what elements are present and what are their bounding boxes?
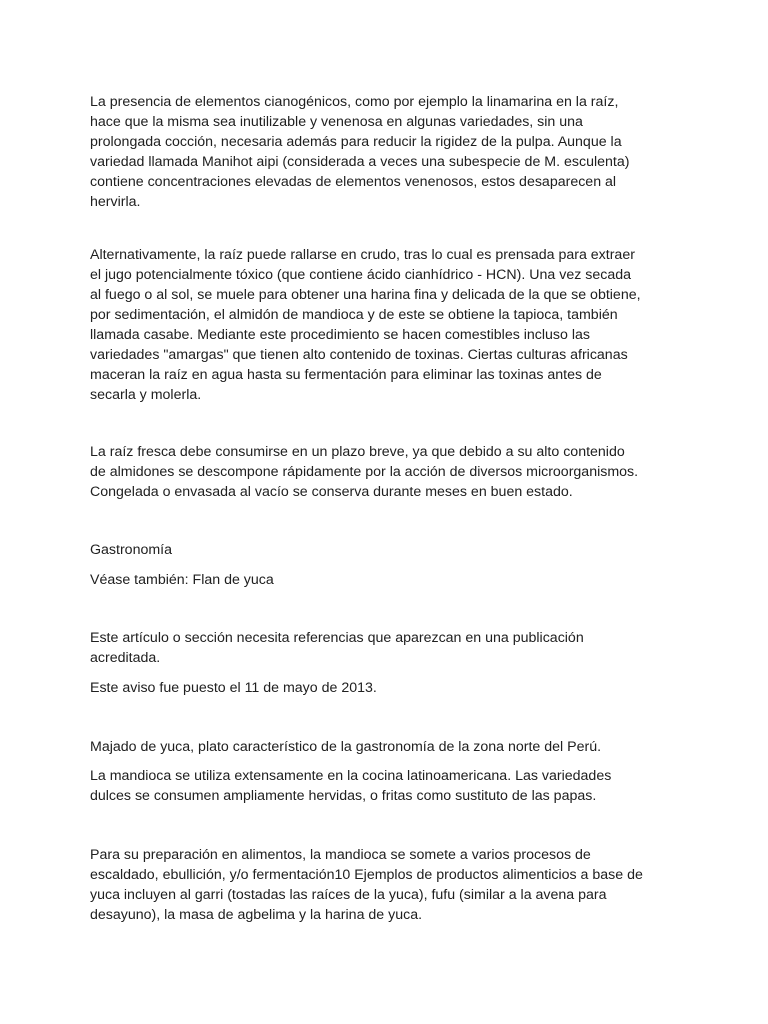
text-line: Congelada o envasada al vacío se conserva durante meses en buen estado. [90, 484, 573, 500]
text-line: Este aviso fue puesto el 11 de mayo de 2013. [90, 680, 377, 696]
image-caption-majado [90, 737, 690, 757]
text-line: Majado de yuca, plato característico de la gastronomía de la zona norte del Perú. [90, 739, 602, 755]
text-line: maceran la raíz en agua hasta su fermentación para eliminar las toxinas antes de [90, 367, 602, 383]
paragraph-fresh-root [90, 442, 690, 502]
text-line: variedades "amargas" que tienen alto contenido de toxinas. Ciertas culturas africanas [90, 347, 628, 363]
text-line: contiene concentraciones elevadas de elementos venenosos, estos desaparecen al [90, 174, 617, 190]
text-line: Alternativamente, la raíz puede rallarse en crudo, tras lo cual es prensada para extraer [90, 247, 635, 263]
text-line: prolongada cocción, necesaria además para reducir la rigidez de la pulpa. Aunque la [90, 134, 622, 150]
text-line: de almidones se descompone rápidamente por la acción de diversos microorganismos. [90, 464, 639, 480]
notice-date [90, 678, 690, 698]
text-line: yuca incluyen al garri (tostadas las raíces de la yuca), fufu (similar a la avena para [90, 887, 607, 903]
references-notice [90, 628, 690, 668]
text-line: el jugo potencialmente tóxico (que contiene ácido cianhídrico - HCN). Una vez secada [90, 267, 631, 283]
text-line: llamada casabe. Mediante este procedimiento se hacen comestibles incluso las [90, 327, 590, 343]
paragraph-food-preparation [90, 845, 690, 925]
text-line: por sedimentación, el almidón de mandioca y de este se obtiene la tapioca, también [90, 307, 618, 323]
text-line: hace que la misma sea inutilizable y venenosa en algunas variedades, sin una [90, 114, 583, 130]
text-line: acreditada. [90, 650, 161, 666]
text-line: Gastronomía [90, 542, 173, 558]
section-heading-gastronomy [90, 540, 690, 560]
text-line: desayuno), la masa de agbelima y la harina de yuca. [90, 907, 423, 923]
text-line: escaldado, ebullición, y/o fermentación10 Ejemplos de productos alimenticios a base de [90, 867, 643, 883]
text-line: secarla y molerla. [90, 387, 202, 403]
paragraph-cyanogenic-elements [90, 92, 690, 212]
text-line: variedad llamada Manihot aipi (considerada a veces una subespecie de M. esculenta) [90, 154, 630, 170]
text-line: La mandioca se utiliza extensamente en la cocina latinoamericana. Las variedades [90, 768, 612, 784]
see-also-note [90, 570, 690, 590]
paragraph-grated-root [90, 245, 690, 405]
paragraph-latin-cuisine [90, 766, 690, 806]
text-line: La presencia de elementos cianogénicos, como por ejemplo la linamarina en la raíz, [90, 94, 619, 110]
text-line: Este artículo o sección necesita referencias que aparezcan en una publicación [90, 630, 584, 646]
text-line: dulces se consumen ampliamente hervidas, o fritas como sustituto de las papas. [90, 788, 597, 804]
text-line: Para su preparación en alimentos, la mandioca se somete a varios procesos de [90, 847, 591, 863]
text-line: hervirla. [90, 194, 141, 210]
text-line: al fuego o al sol, se muele para obtener una harina fina y delicada de la que se obtiene, [90, 287, 641, 303]
text-line: Véase también: Flan de yuca [90, 572, 274, 588]
text-line: La raíz fresca debe consumirse en un plazo breve, ya que debido a su alto contenido [90, 444, 625, 460]
